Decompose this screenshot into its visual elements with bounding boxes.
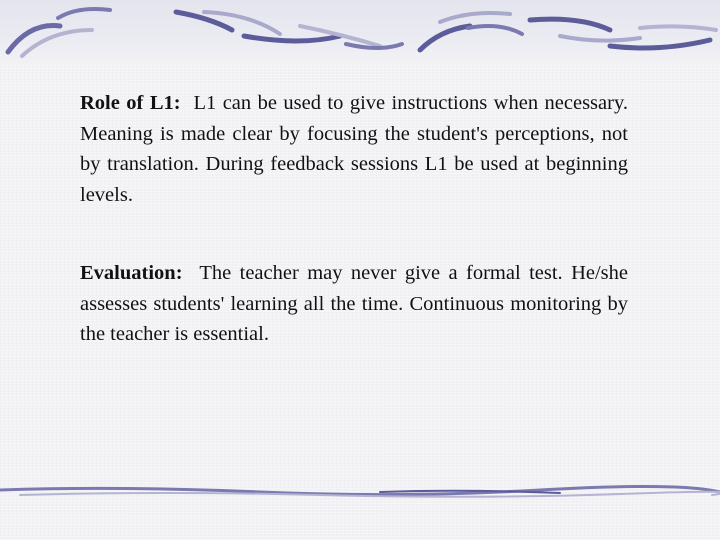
slide-content (80, 88, 628, 350)
bottom-decorative-line (0, 480, 720, 510)
role-of-l1-paragraph (80, 88, 628, 210)
top-swoosh-graphic (0, 0, 720, 64)
top-decorative-swooshes (0, 0, 720, 64)
role-of-l1-text: L1 can be used to give instructions when necessary. Meaning is made clear by focusing the student's perceptions, not by translation. During feedback sessions L1 be used at beginning levels. (80, 92, 628, 206)
evaluation-heading: Evaluation: (80, 262, 183, 284)
evaluation-paragraph (80, 258, 628, 350)
bottom-line-graphic (0, 480, 720, 510)
role-of-l1-heading: Role of L1: (80, 92, 181, 114)
evaluation-text: The teacher may never give a formal test. He/she assesses students' learning all the time. Continuous monitoring by the teacher is essential. (80, 262, 628, 345)
